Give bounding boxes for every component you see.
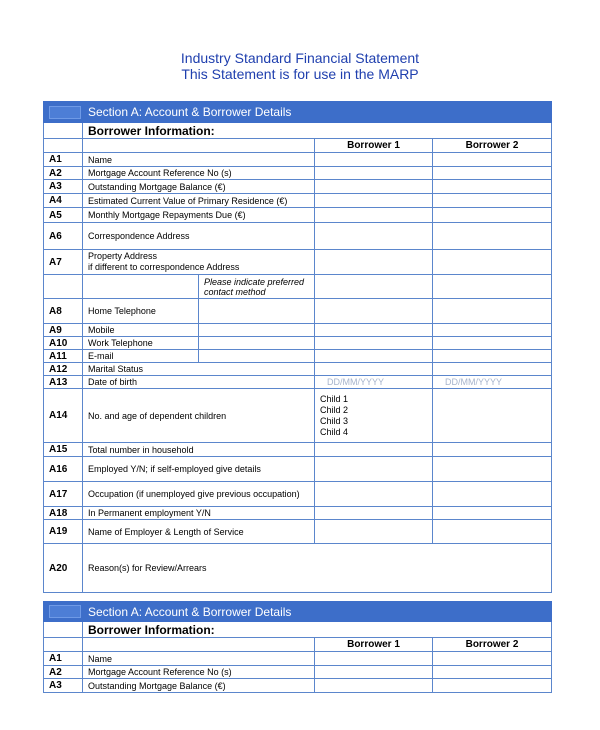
blank-cell (83, 275, 199, 299)
section-header (44, 102, 552, 123)
row-code: A13 (44, 376, 83, 389)
table-row (44, 679, 552, 693)
row-label: In Permanent employment Y/N (83, 507, 315, 520)
borrower-1-field[interactable] (315, 337, 433, 350)
child-label: Child 3 (320, 415, 349, 426)
row-label: Outstanding Mortgage Balance (€) (83, 180, 315, 194)
child-label: Child 4 (320, 426, 349, 437)
borrower-2-field[interactable] (433, 350, 552, 363)
borrower-information-heading: Borrower Information: (83, 622, 552, 638)
borrower-2-field[interactable] (433, 389, 552, 443)
borrower-2-field[interactable] (433, 324, 552, 337)
table-row (44, 520, 552, 544)
table-row (44, 443, 552, 457)
borrower-2-header: Borrower 2 (433, 139, 552, 153)
borrower-2-field[interactable] (433, 167, 552, 180)
row-code: A1 (44, 652, 83, 666)
row-label: Reason(s) for Review/Arrears (88, 563, 207, 573)
row-code: A12 (44, 363, 83, 376)
borrower-1-field[interactable] (315, 679, 433, 693)
row-code: A11 (44, 350, 83, 363)
borrower-2-field[interactable] (433, 299, 552, 324)
row-label: No. and age of dependent children (83, 389, 315, 443)
table-row (44, 194, 552, 208)
preferred-contact-field[interactable] (199, 299, 315, 324)
row-label: Name of Employer & Length of Service (83, 520, 315, 544)
borrower-2-dob-field[interactable]: DD/MM/YYYY (433, 376, 552, 389)
row-label: Name (83, 153, 315, 167)
borrower-1-field[interactable] (315, 324, 433, 337)
borrower-1-field[interactable] (315, 180, 433, 194)
table-row (44, 507, 552, 520)
row-label: Correspondence Address (83, 223, 315, 250)
row-label: Occupation (if unemployed give previous occupation) (83, 482, 315, 507)
table-row (44, 482, 552, 507)
borrower-1-field[interactable] (315, 194, 433, 208)
table-row (44, 652, 552, 666)
row-label: Mortgage Account Reference No (s) (83, 666, 315, 679)
borrower-2-field[interactable] (433, 482, 552, 507)
row-code: A5 (44, 208, 83, 223)
row-code: A3 (44, 180, 83, 194)
borrower-1-field[interactable] (315, 208, 433, 223)
children-field[interactable] (315, 389, 433, 443)
table-row (44, 544, 552, 593)
blank-cell (44, 123, 83, 139)
table-row (44, 299, 552, 324)
row-code: A3 (44, 679, 83, 693)
row-code: A2 (44, 666, 83, 679)
row-label: Outstanding Mortgage Balance (€) (83, 679, 315, 693)
row-code: A9 (44, 324, 83, 337)
preferred-contact-field[interactable] (199, 350, 315, 363)
table-row (44, 666, 552, 679)
borrower-2-field[interactable] (433, 520, 552, 544)
section-title: Section A: Account & Borrower Details (83, 602, 552, 622)
preferred-contact-field[interactable] (199, 324, 315, 337)
row-code: A16 (44, 457, 83, 482)
row-label: Home Telephone (83, 299, 199, 324)
section-number-cell (44, 102, 83, 123)
table-row (44, 389, 552, 443)
document-title: Industry Standard Financial Statement (180, 50, 420, 66)
blank-cell (83, 139, 315, 153)
borrower-1-field[interactable] (315, 223, 433, 250)
table-row (44, 457, 552, 482)
row-code: A10 (44, 337, 83, 350)
table-row (44, 208, 552, 223)
row-code: A7 (44, 250, 83, 275)
borrower-1-dob-field[interactable]: DD/MM/YYYY (315, 376, 433, 389)
table-row (44, 223, 552, 250)
borrower-2-field[interactable] (433, 180, 552, 194)
borrower-1-field[interactable] (315, 167, 433, 180)
row-code: A8 (44, 299, 83, 324)
row-label: Total number in household (83, 443, 315, 457)
borrower-details-form-repeat (43, 601, 552, 693)
borrower-1-field[interactable] (315, 350, 433, 363)
document-subtitle: This Statement is for use in the MARP (181, 66, 419, 82)
section-title: Section A: Account & Borrower Details (83, 102, 552, 123)
borrower-1-field[interactable] (315, 482, 433, 507)
borrower-2-field[interactable] (433, 194, 552, 208)
row-label: E-mail (83, 350, 199, 363)
row-label: Estimated Current Value of Primary Residence (€) (83, 194, 315, 208)
borrower-2-field[interactable] (433, 457, 552, 482)
row-label: Work Telephone (83, 337, 199, 350)
row-label-line: Property Address (88, 251, 158, 261)
borrower-1-field[interactable] (315, 250, 433, 275)
table-row (44, 376, 552, 389)
table-row (44, 363, 552, 376)
borrower-2-header: Borrower 2 (433, 638, 552, 652)
row-code: A17 (44, 482, 83, 507)
borrower-2-field[interactable] (433, 652, 552, 666)
borrower-1-field[interactable] (315, 443, 433, 457)
row-code: A14 (44, 389, 83, 443)
borrower-2-field[interactable] (433, 363, 552, 376)
borrower-information-heading: Borrower Information: (83, 123, 552, 139)
table-row (44, 167, 552, 180)
borrower-2-field[interactable] (433, 443, 552, 457)
borrower-2-field[interactable] (433, 666, 552, 679)
section-number-cell (44, 602, 83, 622)
row-code: A19 (44, 520, 83, 544)
table-row (44, 153, 552, 167)
borrower-2-field[interactable] (433, 679, 552, 693)
borrower-2-field[interactable] (433, 153, 552, 167)
blank-cell (44, 638, 83, 652)
borrower-2-field[interactable] (433, 337, 552, 350)
borrower-1-header: Borrower 1 (315, 139, 433, 153)
borrower-2-field[interactable] (433, 223, 552, 250)
row-code: A4 (44, 194, 83, 208)
preferred-contact-field[interactable] (199, 337, 315, 350)
row-label: Employed Y/N; if self-employed give details (83, 457, 315, 482)
row-code: A18 (44, 507, 83, 520)
row-label: Marital Status (83, 363, 315, 376)
blank-cell (433, 275, 552, 299)
blank-cell (44, 275, 83, 299)
row-label: Mortgage Account Reference No (s) (83, 167, 315, 180)
table-row (44, 350, 552, 363)
blank-cell (315, 275, 433, 299)
blank-cell (44, 139, 83, 153)
borrower-details-form (43, 101, 552, 593)
child-label: Child 2 (320, 404, 349, 415)
borrower-1-field[interactable] (315, 652, 433, 666)
row-label: Mobile (83, 324, 199, 337)
reasons-field[interactable] (83, 544, 552, 593)
blank-cell (44, 622, 83, 638)
blank-cell (83, 638, 315, 652)
row-code: A6 (44, 223, 83, 250)
table-row (44, 250, 552, 275)
row-code: A20 (44, 544, 83, 593)
borrower-2-field[interactable] (433, 208, 552, 223)
row-label: Name (83, 652, 315, 666)
preferred-contact-note: Please indicate preferred contact method (199, 275, 315, 299)
borrower-2-field[interactable] (433, 507, 552, 520)
child-label: Child 1 (320, 393, 349, 404)
borrower-1-field[interactable] (315, 666, 433, 679)
row-label (83, 250, 315, 275)
row-code: A2 (44, 167, 83, 180)
table-row (44, 324, 552, 337)
row-code: A1 (44, 153, 83, 167)
borrower-1-field[interactable] (315, 457, 433, 482)
borrower-1-field[interactable] (315, 299, 433, 324)
table-row (44, 180, 552, 194)
table-row (44, 337, 552, 350)
row-label: Date of birth (83, 376, 315, 389)
row-code: A15 (44, 443, 83, 457)
row-label-line: if different to correspondence Address (88, 262, 240, 272)
borrower-1-field[interactable] (315, 363, 433, 376)
borrower-1-field[interactable] (315, 520, 433, 544)
row-label: Monthly Mortgage Repayments Due (€) (83, 208, 315, 223)
borrower-1-header: Borrower 1 (315, 638, 433, 652)
section-header (44, 602, 552, 622)
borrower-1-field[interactable] (315, 507, 433, 520)
borrower-2-field[interactable] (433, 250, 552, 275)
borrower-1-field[interactable] (315, 153, 433, 167)
